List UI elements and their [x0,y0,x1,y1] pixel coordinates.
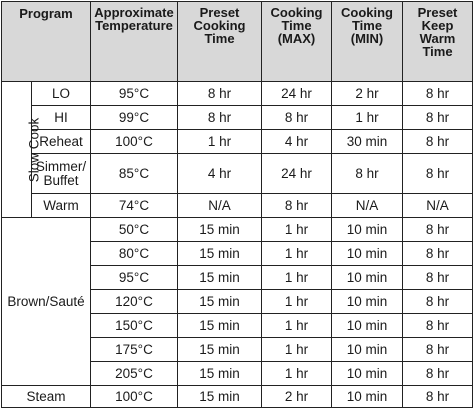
keep-warm-cell: 8 hr [403,314,473,338]
keep-warm-cell: 8 hr [403,290,473,314]
program-cell: LO [32,82,91,106]
preset-time-cell: 8 hr [178,82,262,106]
min-time-cell: 1 hr [332,106,403,130]
min-time-cell: 10 min [332,290,403,314]
temperature-cell: 100°C [91,386,178,408]
min-time-cell: 10 min [332,386,403,408]
min-time-cell: 30 min [332,130,403,154]
temperature-cell: 100°C [91,130,178,154]
min-time-cell: 10 min [332,266,403,290]
header-temperature: Approximate Temperature [91,2,178,82]
max-time-cell: 1 hr [262,218,332,242]
program-cell: Reheat [32,130,91,154]
max-time-cell: 4 hr [262,130,332,154]
temperature-cell: 95°C [91,266,178,290]
program-cell: HI [32,106,91,130]
min-time-cell: 10 min [332,218,403,242]
preset-time-cell: 15 min [178,362,262,386]
temperature-cell: 95°C [91,82,178,106]
min-time-cell: 10 min [332,338,403,362]
table-row [2,106,473,130]
min-time-cell: 2 hr [332,82,403,106]
preset-time-cell: 4 hr [178,154,262,194]
max-time-cell: 24 hr [262,154,332,194]
preset-time-cell: 15 min [178,386,262,408]
preset-time-cell: 15 min [178,290,262,314]
keep-warm-cell: 8 hr [403,362,473,386]
table-row [2,386,473,408]
max-time-cell: 2 hr [262,386,332,408]
keep-warm-cell: 8 hr [403,242,473,266]
min-time-cell: 8 hr [332,154,403,194]
preset-time-cell: N/A [178,194,262,218]
temperature-cell: 50°C [91,218,178,242]
program-cell: Warm [32,194,91,218]
cooking-program-table [1,1,473,408]
table-row [2,154,473,194]
temperature-cell: 120°C [91,290,178,314]
min-time-cell: 10 min [332,362,403,386]
preset-time-cell: 15 min [178,266,262,290]
max-time-cell: 1 hr [262,362,332,386]
max-time-cell: 1 hr [262,242,332,266]
keep-warm-cell: N/A [403,194,473,218]
header-program: Program [2,2,91,82]
min-time-cell: N/A [332,194,403,218]
min-time-cell: 10 min [332,314,403,338]
keep-warm-cell: 8 hr [403,154,473,194]
keep-warm-cell: 8 hr [403,106,473,130]
header-preset-cooking-time: Preset Cooking Time [178,2,262,82]
keep-warm-cell: 8 hr [403,82,473,106]
table-row [2,194,473,218]
header-row [2,2,473,82]
table-row [2,82,473,106]
max-time-cell: 1 hr [262,290,332,314]
temperature-cell: 99°C [91,106,178,130]
max-time-cell: 1 hr [262,338,332,362]
max-time-cell: 8 hr [262,194,332,218]
keep-warm-cell: 8 hr [403,338,473,362]
header-keep-warm-time: Preset Keep Warm Time [403,2,473,82]
max-time-cell: 8 hr [262,106,332,130]
keep-warm-cell: 8 hr [403,218,473,242]
temperature-cell: 74°C [91,194,178,218]
program-cell: Simmer/ Buffet [32,154,91,194]
table-row [2,130,473,154]
preset-time-cell: 1 hr [178,130,262,154]
preset-time-cell: 15 min [178,338,262,362]
keep-warm-cell: 8 hr [403,386,473,408]
header-cooking-time-min: Cooking Time (MIN) [332,2,403,82]
preset-time-cell: 15 min [178,314,262,338]
keep-warm-cell: 8 hr [403,266,473,290]
temperature-cell: 205°C [91,362,178,386]
max-time-cell: 24 hr [262,82,332,106]
temperature-cell: 175°C [91,338,178,362]
header-cooking-time-max: Cooking Time (MAX) [262,2,332,82]
preset-time-cell: 8 hr [178,106,262,130]
max-time-cell: 1 hr [262,314,332,338]
table-row [2,218,473,242]
temperature-cell: 150°C [91,314,178,338]
max-time-cell: 1 hr [262,266,332,290]
min-time-cell: 10 min [332,242,403,266]
preset-time-cell: 15 min [178,218,262,242]
keep-warm-cell: 8 hr [403,130,473,154]
group-brown-saute: Brown/Sauté [2,218,91,386]
temperature-cell: 85°C [91,154,178,194]
temperature-cell: 80°C [91,242,178,266]
preset-time-cell: 15 min [178,242,262,266]
group-slow-cook: Slow Cook [2,82,32,218]
program-cell: Steam [2,386,91,408]
